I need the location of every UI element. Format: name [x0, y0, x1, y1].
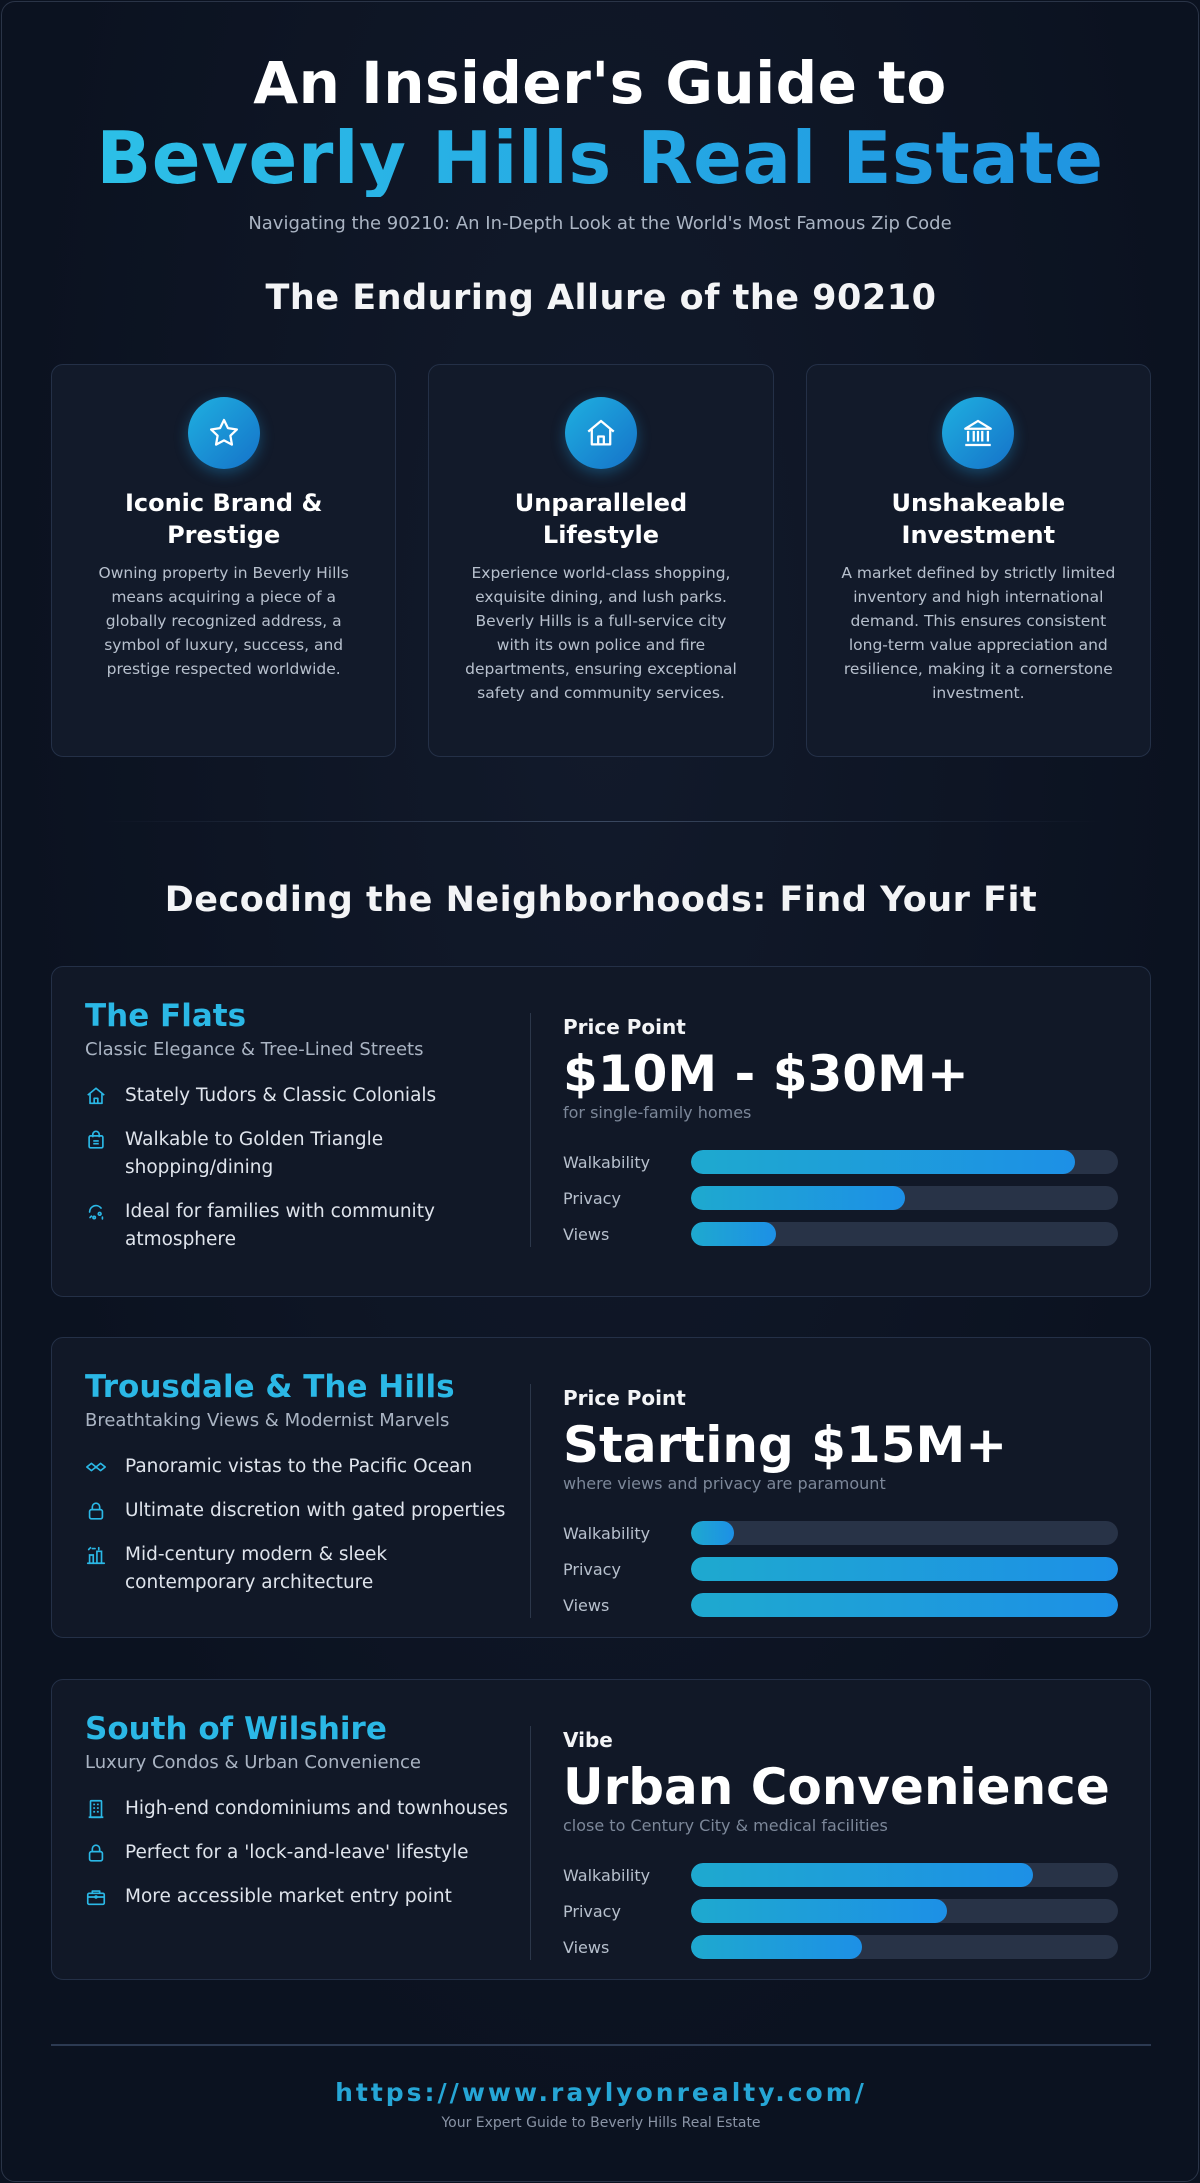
metric-track — [691, 1899, 1118, 1923]
neighborhoods-section-title: Decoding the Neighborhoods: Find Your Fit — [164, 880, 1038, 920]
lock-icon — [85, 1497, 109, 1525]
home-icon — [85, 1082, 109, 1110]
family-icon — [85, 1198, 109, 1226]
vista-icon — [85, 1453, 109, 1481]
price-note: close to Century City & medical facilities — [563, 1816, 888, 1835]
metric-fill — [691, 1863, 1033, 1887]
neighborhood-info — [85, 1710, 515, 1927]
metric-label: Views — [563, 1224, 610, 1244]
feature-text: Stately Tudors & Classic Colonials — [125, 1085, 437, 1106]
metric-label: Privacy — [563, 1188, 621, 1208]
star-icon — [188, 397, 260, 469]
metric-label: Views — [563, 1595, 610, 1615]
footer-subtitle: Your Expert Guide to Beverly Hills Real Estate — [441, 2115, 761, 2131]
metric-fill — [691, 1150, 1075, 1174]
column-divider — [530, 1726, 531, 1960]
footer-url-link[interactable]: https://www.raylyonrealty.com/ — [335, 2078, 867, 2107]
metric-label: Views — [563, 1937, 610, 1957]
metric-label: Walkability — [563, 1523, 651, 1543]
column-divider — [530, 1013, 531, 1247]
feature-item — [85, 1839, 515, 1867]
metric-track — [691, 1521, 1118, 1545]
price-label: Price Point — [563, 1015, 686, 1039]
hero-header — [2, 2, 1198, 234]
metric-bars — [563, 1863, 1118, 1959]
metric-track — [691, 1150, 1118, 1174]
feature-list — [85, 1795, 515, 1911]
hero-subtitle: Navigating the 90210: An In-Depth Look at the World's Most Famous Zip Code — [248, 213, 952, 234]
feature-text: Perfect for a 'lock-and-leave' lifestyle — [125, 1842, 469, 1863]
card-title: Iconic Brand & Prestige — [124, 489, 323, 549]
neighborhood-card-trousdale — [51, 1337, 1151, 1638]
neighborhood-name: South of Wilshire — [85, 1711, 387, 1747]
infographic-frame — [1, 1, 1199, 2182]
metric-walkability — [563, 1150, 1118, 1174]
feature-text: Mid-century modern & sleek contemporary architecture — [125, 1544, 388, 1593]
metric-views — [563, 1222, 1118, 1246]
metric-fill — [691, 1593, 1118, 1617]
home-icon — [565, 397, 637, 469]
card-text: Experience world-class shopping, exquisite dining, and lush parks. Beverly Hills is a full-service city with its own police and fire departments, ensuring exceptional safety and community services. — [465, 564, 737, 702]
hero-title-line2: Beverly Hills Real Estate — [2, 119, 1198, 197]
section-divider — [102, 821, 1102, 822]
allure-cards — [51, 364, 1151, 757]
card-title: Unshakeable Investment — [891, 489, 1066, 549]
architecture-icon — [85, 1541, 109, 1569]
neighborhood-tagline: Classic Elegance & Tree-Lined Streets — [85, 1039, 424, 1060]
metric-fill — [691, 1222, 776, 1246]
price-note: for single-family homes — [563, 1103, 752, 1122]
neighborhood-info — [85, 997, 515, 1270]
feature-text: High-end condominiums and townhouses — [125, 1798, 509, 1819]
allure-card-lifestyle — [428, 364, 773, 757]
price-label: Price Point — [563, 1386, 686, 1410]
feature-list — [85, 1453, 515, 1597]
metric-track — [691, 1593, 1118, 1617]
neighborhood-card-south-of-wilshire — [51, 1679, 1151, 1980]
metric-track — [691, 1935, 1118, 1959]
footer — [2, 2078, 1199, 2131]
neighborhood-stats — [563, 1386, 1118, 1629]
metric-walkability — [563, 1863, 1118, 1887]
hero-title-line1: An Insider's Guide to — [253, 49, 947, 117]
allure-card-brand — [51, 364, 396, 757]
price-value: Starting $15M+ — [563, 1416, 1008, 1474]
feature-text: Walkable to Golden Triangle shopping/dining — [125, 1129, 384, 1178]
price-value: $10M - $30M+ — [563, 1045, 969, 1103]
feature-item — [85, 1082, 515, 1110]
metric-fill — [691, 1935, 862, 1959]
metric-label: Privacy — [563, 1901, 621, 1921]
neighborhood-name: The Flats — [85, 998, 247, 1034]
metric-track — [691, 1186, 1118, 1210]
feature-item — [85, 1795, 515, 1823]
neighborhood-info — [85, 1368, 515, 1613]
metric-track — [691, 1863, 1118, 1887]
metric-fill — [691, 1557, 1118, 1581]
price-label: Vibe — [563, 1728, 613, 1752]
feature-text: More accessible market entry point — [125, 1886, 452, 1907]
feature-item — [85, 1883, 515, 1911]
shopping-bag-icon — [85, 1126, 109, 1154]
neighborhood-stats — [563, 1728, 1118, 1971]
neighborhood-stats — [563, 1015, 1118, 1258]
metric-privacy — [563, 1899, 1118, 1923]
metric-track — [691, 1557, 1118, 1581]
metric-fill — [691, 1899, 947, 1923]
allure-card-investment — [806, 364, 1151, 757]
neighborhood-tagline: Luxury Condos & Urban Convenience — [85, 1752, 421, 1773]
feature-item — [85, 1541, 515, 1597]
metric-fill — [691, 1521, 734, 1545]
neighborhood-card-the-flats — [51, 966, 1151, 1297]
metric-label: Walkability — [563, 1152, 651, 1172]
feature-list — [85, 1082, 515, 1254]
metric-bars — [563, 1521, 1118, 1617]
metric-privacy — [563, 1557, 1118, 1581]
feature-text: Panoramic vistas to the Pacific Ocean — [125, 1456, 473, 1477]
price-value: Urban Convenience — [563, 1758, 1110, 1816]
feature-item — [85, 1198, 515, 1254]
feature-text: Ultimate discretion with gated properties — [125, 1500, 506, 1521]
footer-divider — [51, 2044, 1151, 2046]
metric-label: Walkability — [563, 1865, 651, 1885]
neighborhood-tagline: Breathtaking Views & Modernist Marvels — [85, 1410, 450, 1431]
card-text: Owning property in Beverly Hills means acquiring a piece of a globally recognized address, a symbol of luxury, success, and prestige respected worldwide. — [98, 564, 349, 678]
feature-item — [85, 1497, 515, 1525]
metric-views — [563, 1593, 1118, 1617]
feature-item — [85, 1126, 515, 1182]
metric-views — [563, 1935, 1118, 1959]
column-divider — [530, 1384, 531, 1618]
metric-walkability — [563, 1521, 1118, 1545]
card-text: A market defined by strictly limited inventory and high international demand. This ensures consistent long-term value appreciation and resilience, making it a cornerstone investment. — [841, 564, 1116, 702]
metric-privacy — [563, 1186, 1118, 1210]
allure-section-title: The Enduring Allure of the 90210 — [265, 278, 937, 318]
neighborhood-name: Trousdale & The Hills — [85, 1369, 455, 1405]
wallet-icon — [85, 1883, 109, 1911]
metric-track — [691, 1222, 1118, 1246]
metric-fill — [691, 1186, 905, 1210]
metric-bars — [563, 1150, 1118, 1246]
lock-icon — [85, 1839, 109, 1867]
bank-icon — [942, 397, 1014, 469]
card-title: Unparalleled Lifestyle — [514, 489, 688, 549]
feature-text: Ideal for families with community atmosphere — [125, 1201, 435, 1250]
feature-item — [85, 1453, 515, 1481]
price-note: where views and privacy are paramount — [563, 1474, 886, 1493]
building-icon — [85, 1795, 109, 1823]
metric-label: Privacy — [563, 1559, 621, 1579]
